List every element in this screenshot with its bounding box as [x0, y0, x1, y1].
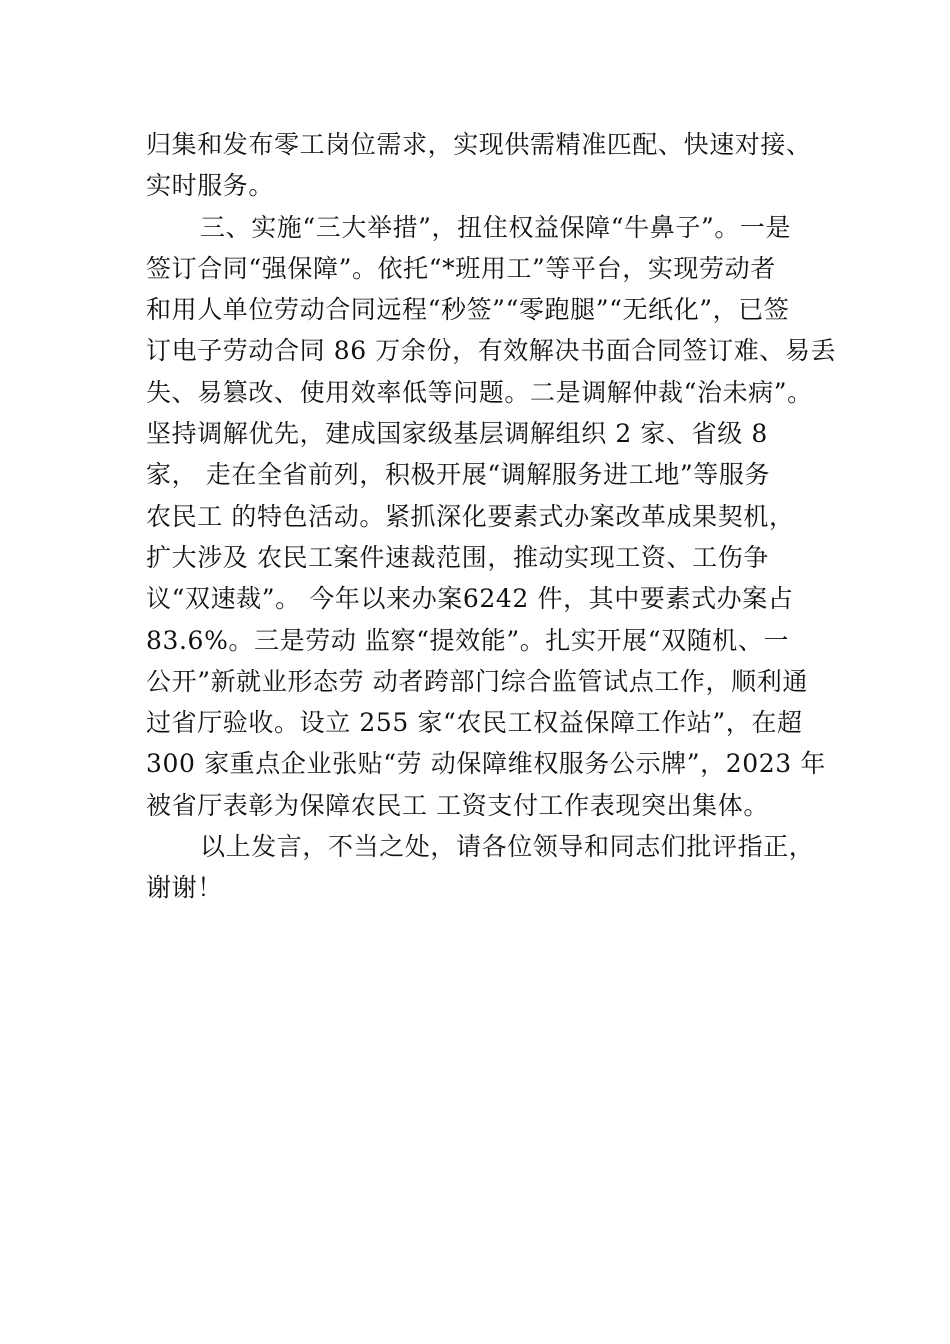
text-line: 农民工 的特色活动。紧抓深化要素式办案改革成果契机，: [146, 501, 795, 531]
text-line: 和用人单位劳动合同远程“秒签”“零跑腿”“无纸化”，已签: [146, 295, 790, 325]
text-line: 议“双速裁”。 今年以来办案6242 件，其中要素式办案占: [146, 584, 794, 614]
text-line: 扩大涉及 农民工案件速裁范围，推动实现工资、工伤争: [146, 542, 769, 572]
text-line: 谢谢！: [146, 873, 223, 903]
text-line: 300 家重点企业张贴“劳 动保障维权服务公示牌”，2023 年: [146, 749, 826, 779]
text-line: 实时服务。: [146, 171, 275, 201]
text-line: 家， 走在全省前列，积极开展“调解服务进工地”等服务: [146, 460, 771, 490]
text-line: 坚持调解优先，建成国家级基层调解组织 2 家、省级 8: [146, 419, 768, 449]
text-line: 签订合同“强保障”。依托“*班用工”等平台，实现劳动者: [146, 253, 776, 283]
text-line: 83.6%。三是劳动 监察“提效能”。扎实开展“双随机、一: [146, 625, 790, 655]
text-line: 被省厅表彰为保障农民工 工资支付工作表现突出集体。: [146, 790, 769, 820]
text-line: 归集和发布零工岗位需求，实现供需精准匹配、快速对接、: [146, 130, 812, 159]
paragraph-start-line: 以上发言，不当之处，请各位领导和同志们批评指正，: [200, 832, 815, 862]
paragraph-start-line: 三、实施“三大举措”，扭住权益保障“牛鼻子”。一是: [200, 212, 792, 242]
text-line: 订电子劳动合同 86 万余份，有效解决书面合同签订难、易丢: [146, 336, 837, 366]
text-line: 失、易篡改、使用效率低等问题。二是调解仲裁“治未病”。: [146, 377, 813, 407]
text-line: 过省厅验收。设立 255 家“农民工权益保障工作站”，在超: [146, 708, 803, 738]
body-text: [146, 124, 837, 909]
text-line: 公开”新就业形态劳 动者跨部门综合监管试点工作，顺利通: [146, 666, 808, 696]
